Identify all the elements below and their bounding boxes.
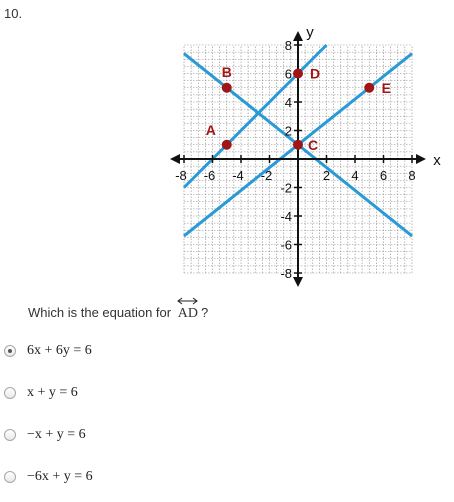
y-tick-label: 2 (284, 123, 292, 139)
y-axis-arrow-up-icon (293, 31, 303, 41)
coordinate-graph (170, 24, 441, 290)
y-tick-label: -6 (280, 237, 292, 253)
y-tick-label: 4 (284, 95, 292, 110)
question-suffix: ? (200, 305, 209, 320)
x-axis-label: x (433, 152, 441, 169)
x-axis-arrow-right-icon (416, 154, 426, 164)
y-tick-label: -4 (280, 209, 292, 224)
x-tick-label: -8 (175, 168, 187, 183)
point-label-b: B (221, 63, 232, 80)
point-label-a: A (205, 121, 216, 138)
x-tick-label: 8 (408, 168, 416, 183)
vector-ad (178, 306, 198, 322)
x-tick-label: 6 (379, 168, 388, 183)
question-text (28, 305, 208, 322)
point-e (364, 83, 374, 93)
y-axis-arrow-down-icon (293, 277, 303, 287)
y-tick-label: 8 (284, 38, 292, 53)
radio-button-option-3[interactable] (4, 429, 16, 441)
point-b (222, 83, 232, 93)
x-tick-label: -6 (203, 168, 216, 183)
point-label-e: E (381, 79, 391, 96)
radio-button-option-2[interactable] (4, 387, 16, 399)
x-tick-label: 4 (351, 168, 359, 183)
question-number: 10. (4, 6, 23, 21)
radio-button-option-1[interactable] (4, 345, 16, 357)
radio-button-option-4[interactable] (4, 471, 16, 483)
x-tick-label: 2 (322, 168, 331, 183)
option-4-label[interactable]: −6x + y = 6 (27, 469, 93, 484)
x-tick-label: -2 (260, 168, 273, 183)
vector-arrow-icon (178, 297, 198, 305)
x-axis-arrow-left-icon (170, 154, 180, 164)
point-c (293, 140, 303, 150)
x-tick-label: -4 (232, 168, 244, 183)
vector-label: AD (177, 306, 198, 321)
point-a (222, 140, 232, 150)
y-tick-label: -8 (280, 266, 292, 281)
y-tick-label: 6 (284, 66, 292, 82)
point-d (293, 69, 303, 79)
question-prefix: Which is the equation for (28, 305, 172, 320)
y-tick-label: -2 (280, 180, 292, 196)
y-axis-label: y (306, 24, 314, 41)
option-2-label[interactable]: x + y = 6 (27, 385, 78, 400)
point-label-c: C (307, 136, 319, 153)
point-label-d: D (309, 65, 321, 82)
option-3-label[interactable]: −x + y = 6 (27, 427, 86, 442)
option-1-label[interactable]: 6x + 6y = 6 (27, 343, 92, 358)
